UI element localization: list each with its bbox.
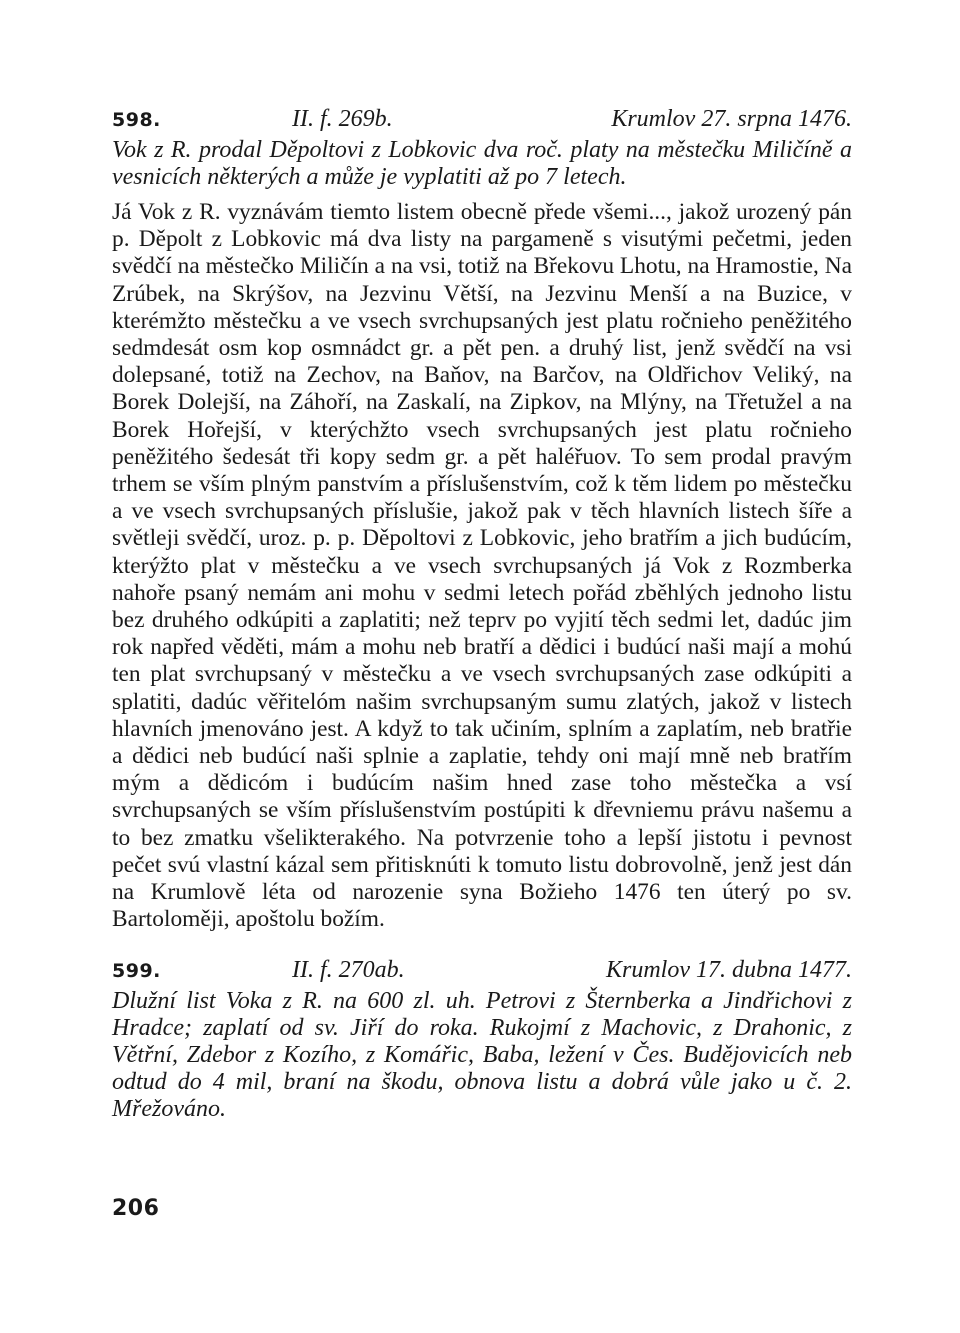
place-date: Krumlov 17. dubna 1477. xyxy=(606,957,852,984)
entry-number: 599. xyxy=(112,960,161,983)
entry-regest: Dlužní list Voka z R. na 600 zl. uh. Petrovi z Šternberka a Jindřichovi z Hradce; zaplatí od sv. Jiří do roka. Rukojmí z Machovic, z Drahonic, z Větřní, Zdebor z Kozího, z Komářic, Baba, ležení v Čes. Budějovicích neb odtud do 4 mil, braní na škodu, obnova listu a dobrá vůle jako u č. 2. Mřežováno. xyxy=(112,988,852,1123)
entry-599 xyxy=(112,955,852,1123)
entry-598 xyxy=(112,104,852,933)
entry-header xyxy=(112,955,852,986)
entry-regest: Vok z R. prodal Děpoltovi z Lobkovic dva roč. platy na městečku Miličíně a vesnicích některých a může je vyplatiti až po 7 letech. xyxy=(112,137,852,190)
folio-reference: II. f. 270ab. xyxy=(292,957,405,984)
entry-header xyxy=(112,104,852,135)
entry-number: 598. xyxy=(112,109,161,131)
place-date: Krumlov 27. srpna 1476. xyxy=(611,106,852,132)
page-number: 206 xyxy=(112,1196,160,1221)
folio-reference: II. f. 269b. xyxy=(292,106,393,132)
page-content xyxy=(112,104,852,1123)
entry-text: Já Vok z R. vyznávám tiemto listem obecně přede všemi..., jakož urozený pán p. Děpolt z Lobkovic má dva listy na pargameně s visutými pečetmi, jeden svědčí na městečko Miličín a na vsi, totiž na Břekovu Lhotu, na Hramostie, Na Zrúbek, na Skrýšov, na Jezvinu Větší, na Jezvinu Menší a na Buzice, v kterémžto městečku a ve vsech svrchupsaných jest platu ročnieho peněžitého sedmdesát osm kop osmnádct gr. a pět pen. a druhý list, jenž svědčí na vsi dolepsané, totiž na Zechov, na Baňov, na Barčov, na Oldřichov Veliký, na Borek Dolejší, na Záhoří, na Zaskalí, na Zipkov, na Mlýny, na Třetužel a na Borek Hořejší, v kterýchžto vsech svrchupsaných jest platu ročnieho peněžitého šedesát tři kopy sedm gr. a pět haléřuov. To sem prodal pravým trhem se vším plným panstvím a příslušenstvím, což k těm lidem po městečku a ve vsech svrchupsaných příslušie, jakož pak v těch hlavních listech šíře a světleji svědčí, uroz. p. p. Děpoltovi z Lobkovic, jeho bratřím a jich budúcím, kterýžto plat v městečku a ve vsech svrchupsaných já Vok z Rozmberka nahoře psaný nemám ani mohu v sedmi letech pořád zběhlých jednoho listu bez druhého odkúpiti a zaplatiti; než teprv po vyjití těch sedmi let, dadúc jim rok napřed věděti, mám a mohu neb bratří a dědici i budúcí naši mají a mohú ten plat svrchupsaný v městečku a ve vsech svrchupsaných zase odkúpiti a splatiti, dadúc věřitelóm našim svrchupsaným sumu zlatých, jakož v listech hlavních jmenováno jest. A když to tak učiním, splním a zaplatím, neb bratřie a dědici neb budúcí naši splnie a zaplatie, tehdy oni mají mně neb bratřím mým a dědicóm i budúcím našim hned zase toho městečka a vsí svrchupsaných se vším příslušenstvím postúpiti k dřevniemu právu našemu a to bez zmatku všelikterakého. Na potvrzenie toho a lepší jistotu i pevnost pečet svú vlastní kázal sem přitisknúti k tomuto listu dobrovolně, jenž jest dán na Krumlově léta od narozenie syna Božieho 1476 ten úterý po sv. Bartoloměji, apoštolu božím. xyxy=(112,199,852,933)
